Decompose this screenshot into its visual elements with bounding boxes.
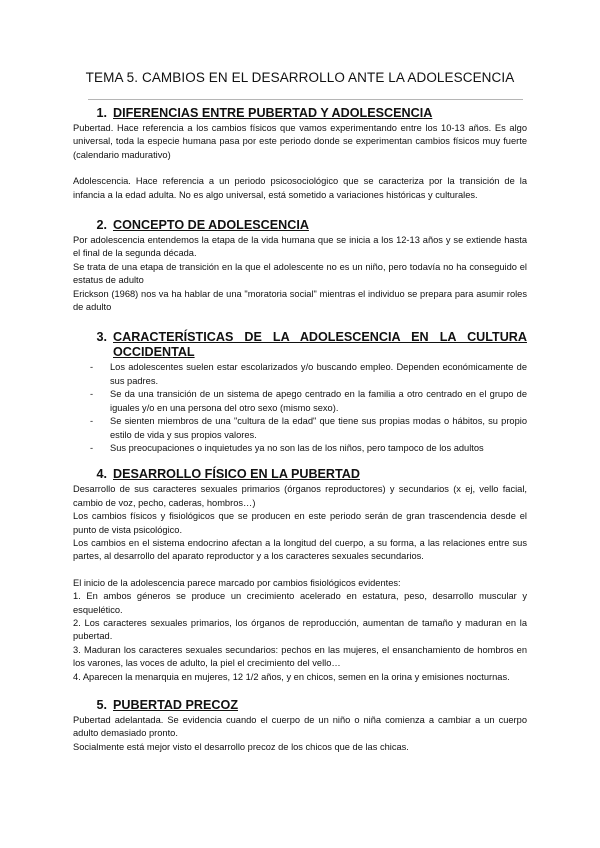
numbered-paragraph: 2. Los caracteres sexuales primarios, los órganos de reproducción, aumentan de tamaño y maduran en la pubertad. <box>73 617 527 642</box>
section-heading <box>73 698 527 713</box>
paragraph: Se trata de una etapa de transición en la que el adolescente no es un niño, pero todavía no ha conseguido el estatus de adulto <box>73 261 527 286</box>
section-3 <box>73 330 527 455</box>
paragraph: Erickson (1968) nos va ha hablar de una "moratoria social" mientras el individuo se prepara para asumir roles de adulto <box>73 288 527 313</box>
paragraph: Pubertad adelantada. Se evidencia cuando el cuerpo de un niño o niña comienza a cambiar a un cuerpo adulto demasiado pronto. <box>73 715 527 739</box>
paragraph: El inicio de la adolescencia parece marcado por cambios fisiológicos evidentes: <box>73 577 401 588</box>
section-title: PUBERTAD PRECOZ <box>113 698 239 712</box>
section-4 <box>73 467 527 684</box>
section-number: 5. <box>96 698 107 712</box>
section-number: 2. <box>96 218 107 233</box>
section-heading <box>73 330 527 360</box>
section-number: 4. <box>96 467 107 482</box>
section-5 <box>73 698 527 754</box>
paragraph: Los cambios físicos y fisiológicos que se producen en este periodo serán de gran trascendencia desde el punto de vista psicológico. <box>73 511 527 535</box>
list-item: - Los adolescentes suelen estar escolarizados y/o buscando empleo. Dependen económicamente de sus padres. <box>73 361 527 388</box>
section-2 <box>73 218 527 314</box>
document-body <box>73 106 527 754</box>
paragraph: Desarrollo de sus caracteres sexuales primarios (órganos reproductores) y secundarios (x ej, vello facial, cambio de voz, pecho, caderas, hombros…) <box>73 484 527 508</box>
section-heading <box>73 106 527 121</box>
section-title: CARACTERÍSTICAS DE LA ADOLESCENCIA EN LA CULTURA OCCIDENTAL <box>113 330 527 360</box>
section-heading <box>73 218 527 233</box>
section-1 <box>73 106 527 202</box>
paragraph: Los cambios en el sistema endocrino afectan a la longitud del cuerpo, a su forma, a las relaciones entre sus partes, al desarrollo del aparato reproductor y a los caracteres sexuales secundarios. <box>73 537 527 562</box>
numbered-paragraph: 3. Maduran los caracteres sexuales secundarios: pechos en las mujeres, el ensanchamiento de hombros en los varones, las voces de adulto, la piel el crecimiento del vello… <box>73 644 527 669</box>
list-item: - Se sienten miembros de una "cultura de la edad" que tiene sus propias modas o hábitos, su propio estilo de vida y sus propios valores. <box>73 415 527 442</box>
paragraph: Pubertad. Hace referencia a los cambios físicos que vamos experimentando entre los 10-13 años. Es algo universal, toda la especie humana pasa por este periodo donde se experimentan cambios físicos muy fuerte (calendario madurativo) <box>73 123 527 160</box>
numbered-paragraph: 4. Aparecen la menarquia en mujeres, 12 1/2 años, y en chicos, semen en la orina y emisiones nocturnas. <box>73 671 510 682</box>
paragraph: Adolescencia. Hace referencia a un periodo psicosociológico que se caracteriza por la transición de la infancia a la edad adulta. No es algo universal, está sometido a variaciones históricas y culturales. <box>73 176 527 200</box>
document-title: TEMA 5. CAMBIOS EN EL DESARROLLO ANTE LA ADOLESCENCIA <box>85 70 515 85</box>
list-item: - Se da una transición de un sistema de apego centrado en la familia a otro centrado en el grupo de iguales y/o en una persona del otro sexo (mismo sexo). <box>73 388 527 415</box>
paragraph: Socialmente está mejor visto el desarrollo precoz de los chicos que de las chicas. <box>73 741 409 752</box>
list-item: - Sus preocupaciones o inquietudes ya no son las de los niños, pero tampoco de los adultos <box>73 442 527 455</box>
section-heading <box>73 467 527 482</box>
characteristics-list <box>73 361 527 455</box>
numbered-paragraph: 1. En ambos géneros se produce un crecimiento acelerado en estatura, peso, desarrollo muscular y esquelético. <box>73 591 527 615</box>
section-title: DESARROLLO FÍSICO EN LA PUBERTAD <box>113 467 360 482</box>
section-number: 3. <box>96 330 107 345</box>
section-title: DIFERENCIAS ENTRE PUBERTAD Y ADOLESCENCIA <box>113 106 433 120</box>
paragraph: Por adolescencia entendemos la etapa de la vida humana que se inicia a los 12-13 años y se extiende hasta el final de la segunda década. <box>73 235 527 259</box>
section-title: CONCEPTO DE ADOLESCENCIA <box>113 218 309 233</box>
title-divider <box>88 99 523 100</box>
section-number: 1. <box>96 106 107 120</box>
